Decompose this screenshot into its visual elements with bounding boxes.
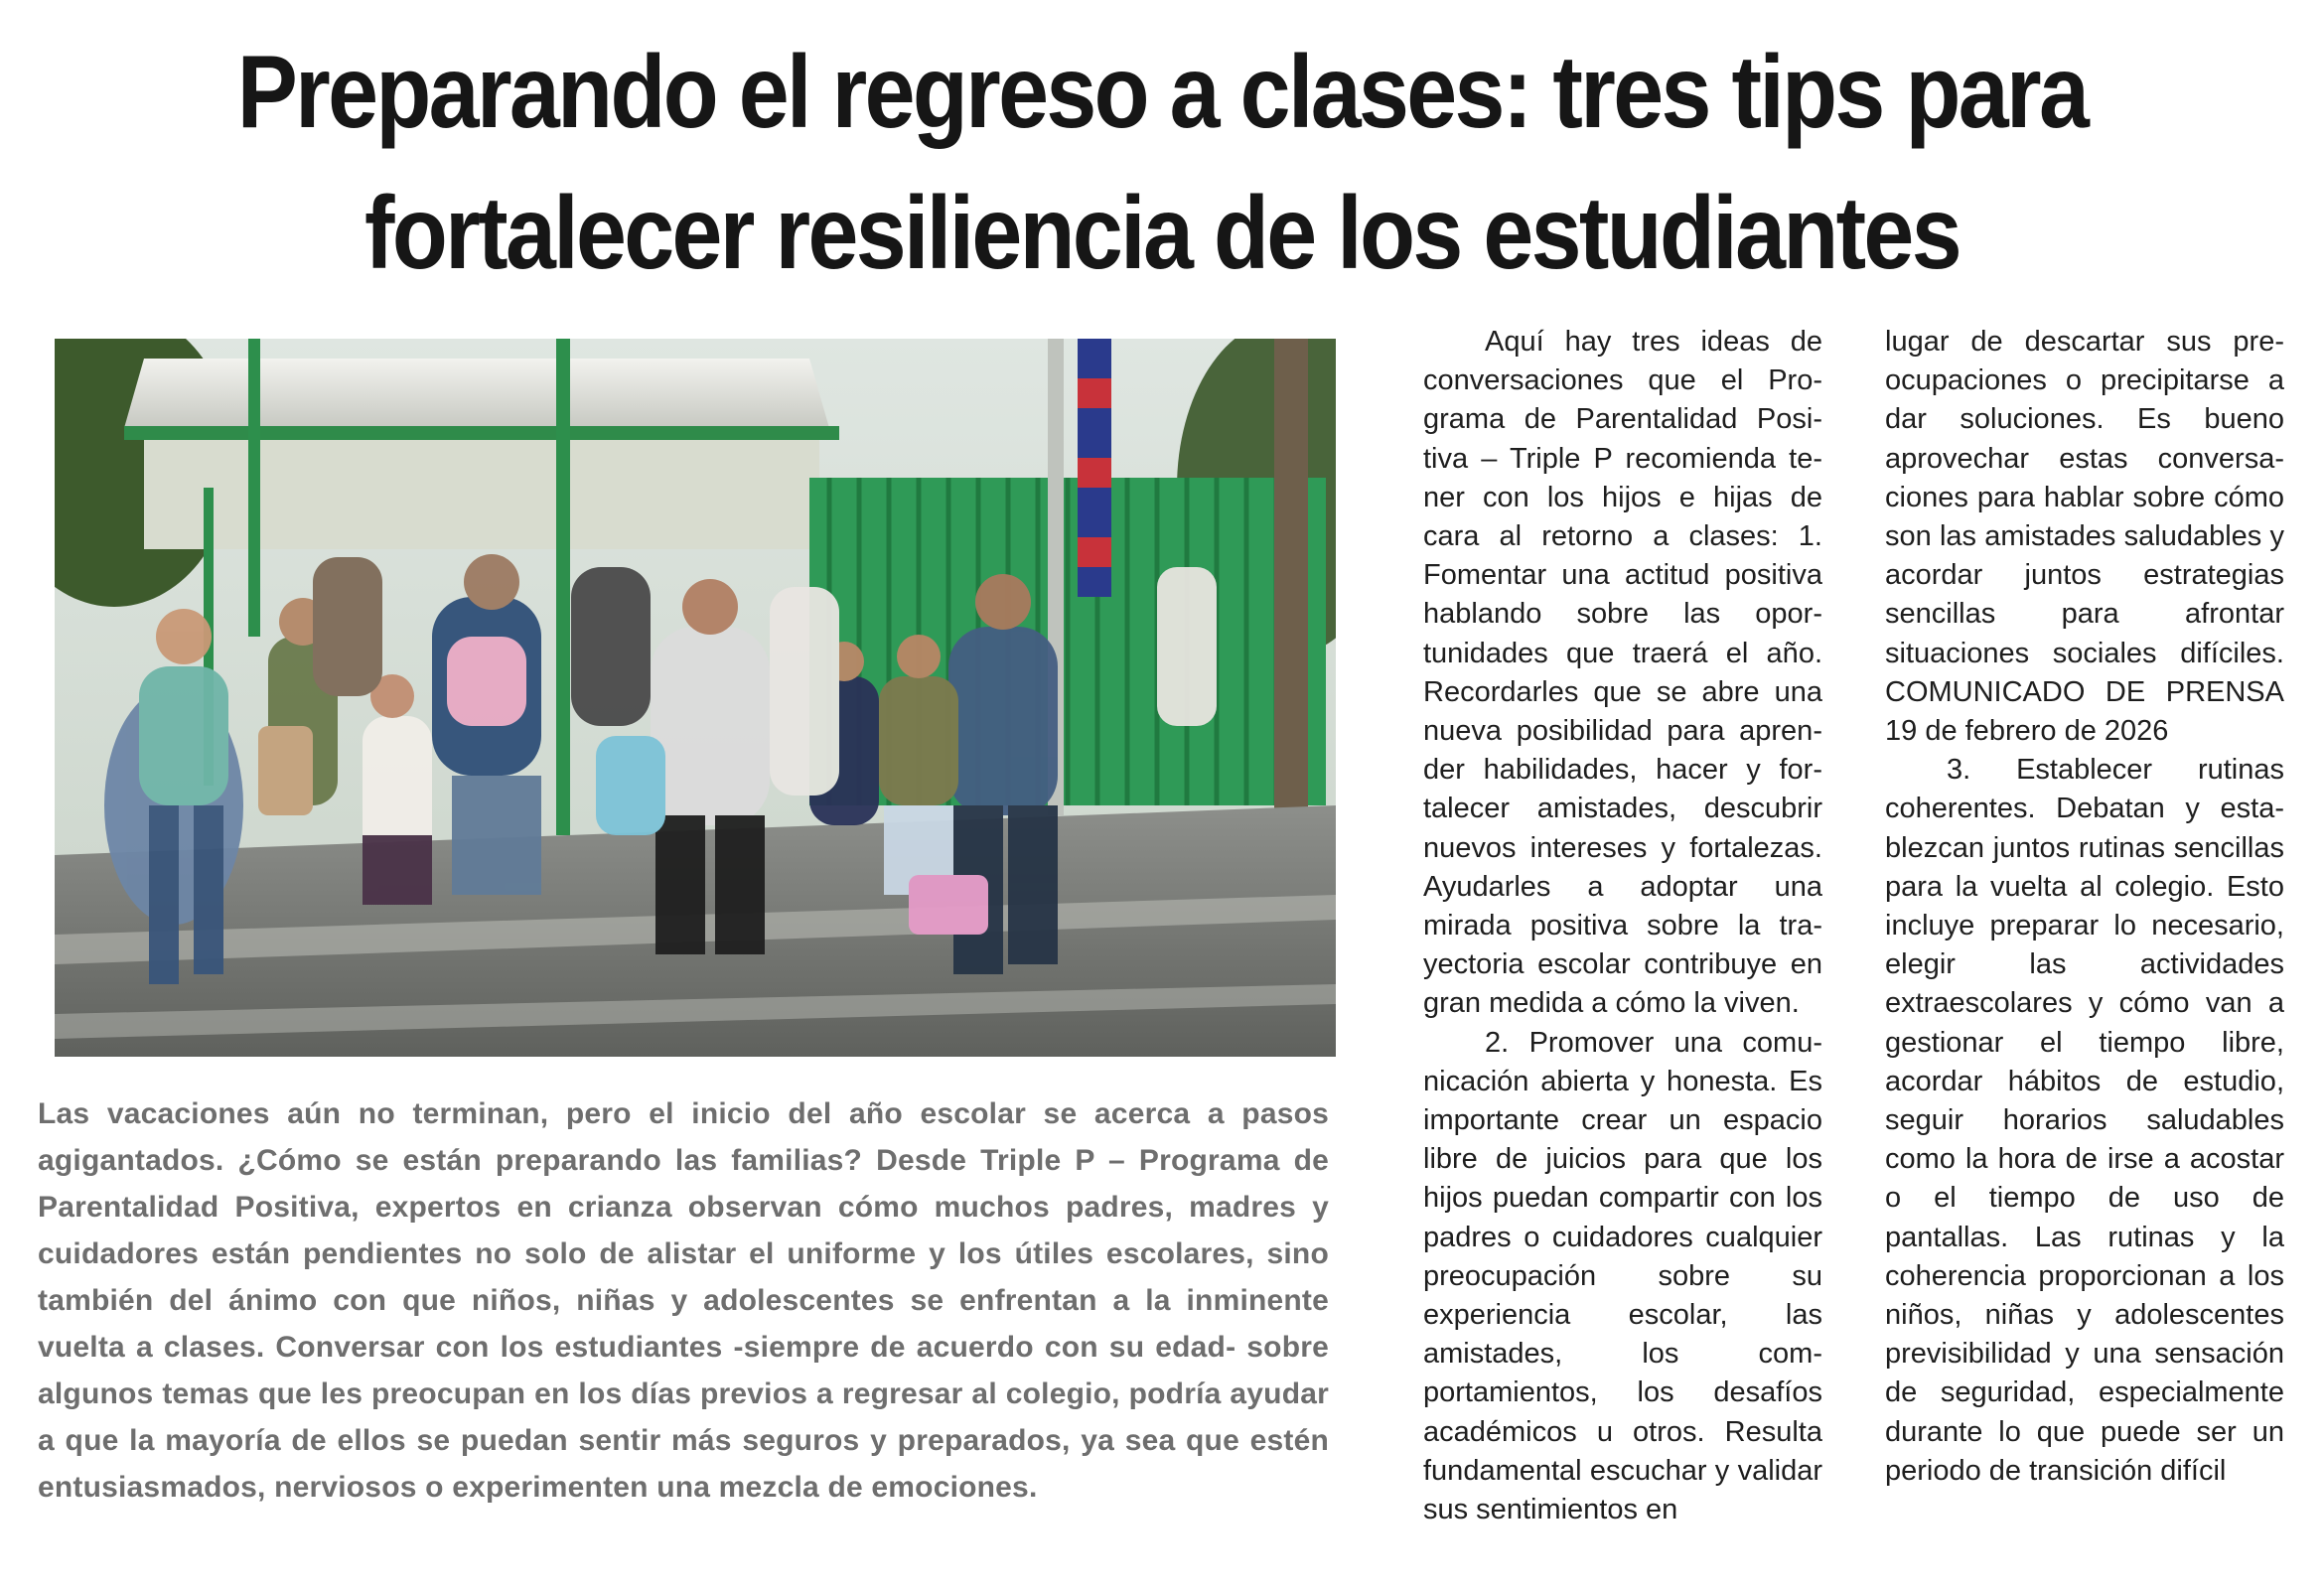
headline: Preparando el regreso a clases: tres tips para fortalecer resiliencia de los estudiantes — [236, 35, 2088, 291]
school-crowd-photo — [55, 339, 1336, 1057]
body-paragraph: 2. Promover una comunicación abierta y honesta. Es importante crear un espacio libre de juicios para que los hijos puedan compartir con los padres o cuidadores cualquier preocupación sobre su experiencia escolar, las amistades, los comportamientos, los desafíos académicos u otros. Resulta fundamental escuchar y validar sus sentimientos en — [1423, 1026, 1822, 1526]
body-paragraph: 3. Establecer rutinas coherentes. Debatan y establezcan juntos rutinas sencillas para la vuelta al colegio. Esto incluye preparar lo necesario, elegir las actividades extraescolares y cómo van a gestionar el tiempo libre, acordar hábitos de estudio, seguir horarios saludables como la hora de irse a acostar o el tiempo de uso de pantallas. Las rutinas y la coherencia proporcionan a los niños, niñas y adolescentes previsibilidad y una sensación de seguridad, especialmente durante lo que puede ser un periodo de transición difícil — [1885, 754, 2284, 1487]
body-column-2 — [1885, 323, 2284, 1491]
photo-illustration — [55, 339, 1336, 1057]
article-lead: Las vacaciones aún no terminan, pero el inicio del año escolar se acerca a pasos agigantados. ¿Cómo se están preparando las familias? Desde Triple P – Programa de Parentalidad Positiva, expertos en crianza observan cómo muchos padres, madres y cuidadores están pendientes no solo de alistar el uniforme y los útiles escolares, sino también del ánimo con que niños, niñas y adolescentes se enfrentan a la inminente vuelta a clases. Conversar con los estudiantes -siempre de acuerdo con su edad- sobre algunos temas que les preocupan en los días previos a regresar al colegio, podría ayudar a que la mayoría de ellos se puedan sentir más seguros y preparados, ya sea que estén entusiasmados, nerviosos o experimenten una mezcla de emociones. — [38, 1097, 1329, 1504]
body-paragraph: lugar de descartar sus preocupaciones o precipitarse a dar soluciones. Es bueno aprovechar estas conversaciones para hablar sobre cómo son las amistades saludables y acordar juntos estrategias sencillas para afrontar situaciones sociales difíciles. COMUNICADO DE PRENSA 19 de febrero de 2026 — [1885, 326, 2284, 748]
body-paragraph: Aquí hay tres ideas de conversaciones que el Programa de Parentalidad Positiva – Triple P recomienda tener con los hijos e hijas de cara al retorno a clases: 1. Fomentar una actitud positiva hablando sobre las oportunidades que traerá el año. Recordarles que se abre una nueva posibilidad para aprender habilidades, hacer y fortalecer amistades, descubrir nuevos intereses y fortalezas. Ayudarles a adoptar una mirada positiva sobre la trayectoria escolar contribuye en gran medida a cómo la viven. — [1423, 326, 1822, 1020]
body-column-1 — [1423, 323, 1822, 1529]
